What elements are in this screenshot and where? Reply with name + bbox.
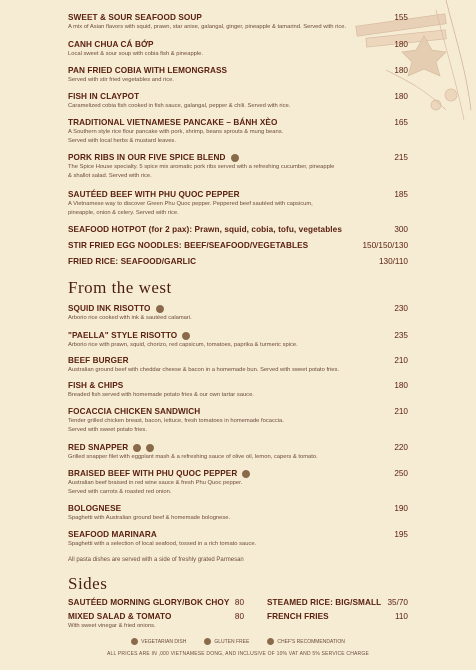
item-description: Caramelized cobia fish cooked in fish sauce, galangal, pepper & chili. Served with rice. bbox=[68, 103, 291, 109]
item-description: Local sweet & sour soup with cobia fish & pineapple. bbox=[68, 51, 204, 57]
side-name: SAUTÉED MORNING GLORY/BOK CHOY bbox=[68, 598, 230, 607]
menu-item bbox=[68, 40, 408, 58]
chef-hat-icon bbox=[146, 444, 154, 452]
sides-section-title: Sides bbox=[68, 574, 108, 593]
item-description: Australian ground beef with cheddar cheese & bacon in a homemade bun. Served with sweet potato fries. bbox=[68, 367, 340, 373]
item-price: 215 bbox=[394, 153, 408, 162]
item-description: Breaded fish served with homemade potato fries & our own tartar sauce. bbox=[68, 392, 254, 398]
side-price: 80 bbox=[234, 612, 244, 621]
legend-vegetarian: VEGETARIAN DISH bbox=[131, 638, 186, 645]
item-name: SWEET & SOUR SEAFOOD SOUP bbox=[68, 13, 202, 22]
menu-item bbox=[68, 407, 408, 434]
menu-item bbox=[68, 13, 408, 31]
item-description: Australian beef braised in red wine sauce & fresh Phu Quoc pepper. bbox=[68, 480, 243, 486]
legend-chef: CHEF'S RECOMMENDATION bbox=[267, 638, 345, 645]
menu-item bbox=[68, 469, 408, 496]
item-name: FRIED RICE: SEAFOOD/GARLIC bbox=[68, 257, 197, 266]
price-footer: ALL PRICES ARE IN ,000 VIETNAMESE DONG, AND INCLUSIVE OF 10% VAT AND 5% SERVICE CHARGE bbox=[107, 651, 369, 657]
item-name: STIR FRIED EGG NOODLES: BEEF/SEAFOOD/VEGETABLES bbox=[68, 241, 309, 250]
item-description: A mix of Asian flavors with squid, prawn, star anise, galangal, ginger, pineapple & tamarind. Served with rice. bbox=[68, 24, 347, 30]
side-desc: With sweet vinegar & fried onions. bbox=[68, 623, 156, 629]
side-name: STEAMED RICE: BIG/SMALL bbox=[267, 598, 382, 607]
wheat-icon bbox=[182, 332, 190, 340]
menu-item bbox=[68, 504, 408, 522]
side-item bbox=[267, 598, 408, 607]
item-description: Served with sweet potato fries. bbox=[68, 427, 147, 433]
item-description: Served with stir fried vegetables and rice. bbox=[68, 77, 175, 83]
item-price: 180 bbox=[394, 381, 408, 390]
wheat-icon bbox=[133, 444, 141, 452]
item-description: Spaghetti with a selection of local seafood, tossed in a rich tomato sauce. bbox=[68, 541, 257, 547]
item-name: SEAFOOD HOTPOT (for 2 pax): Prawn, squid, cobia, tofu, vegetables bbox=[68, 225, 342, 234]
side-item bbox=[68, 598, 244, 607]
item-name: SQUID INK RISOTTO bbox=[68, 304, 151, 313]
item-description: Grilled snapper filet with eggplant mash & a refreshing sauce of olive oil, lemon, capers & tomato. bbox=[68, 454, 318, 460]
item-price: 235 bbox=[394, 331, 408, 340]
item-price: 300 bbox=[394, 225, 408, 234]
pasta-note: All pasta dishes are served with a side of freshly grated Parmesan bbox=[68, 557, 244, 563]
item-description: Arborio rice cooked with ink & sautéed calamari. bbox=[68, 315, 192, 321]
menu-item bbox=[68, 92, 408, 110]
item-name: TRADITIONAL VIETNAMESE PANCAKE – BÁNH XÈO bbox=[68, 118, 278, 127]
menu-item bbox=[68, 241, 408, 250]
item-price: 250 bbox=[394, 469, 408, 478]
sides-right-column bbox=[267, 598, 408, 621]
menu-item bbox=[68, 304, 408, 322]
menu-item bbox=[68, 190, 408, 217]
leaf-icon bbox=[131, 638, 138, 645]
item-name: BEEF BURGER bbox=[68, 356, 129, 365]
chef-hat-icon bbox=[267, 638, 274, 645]
item-name: FOCACCIA CHICKEN SANDWICH bbox=[68, 407, 201, 416]
item-description: Spaghetti with Australian ground beef & homemade bolognese. bbox=[68, 515, 231, 521]
side-name: MIXED SALAD & TOMATO bbox=[68, 612, 172, 621]
item-name: FISH IN CLAYPOT bbox=[68, 92, 140, 101]
item-description: Arborio rice with prawn, squid, chorizo, red capsicum, tomatoes, paprika & turmeric spice. bbox=[68, 342, 298, 348]
item-description: Served with local herbs & mustard leaves. bbox=[68, 138, 176, 144]
item-name: FISH & CHIPS bbox=[68, 381, 124, 390]
item-price: 210 bbox=[394, 356, 408, 365]
sides-left-column bbox=[68, 598, 244, 630]
item-price: 195 bbox=[394, 530, 408, 539]
item-price: 185 bbox=[394, 190, 408, 199]
west-section-title: From the west bbox=[68, 278, 172, 297]
item-description: Tender grilled chicken breast, bacon, lettuce, fresh tomatoes in homemade focaccia. bbox=[68, 418, 284, 424]
menu-item bbox=[68, 356, 408, 374]
item-price: 210 bbox=[394, 407, 408, 416]
legend bbox=[0, 638, 476, 645]
item-price: 230 bbox=[394, 304, 408, 313]
item-name: "PAELLA" STYLE RISOTTO bbox=[68, 331, 178, 340]
item-price: 220 bbox=[394, 443, 408, 452]
item-price: 180 bbox=[394, 92, 408, 101]
item-price: 180 bbox=[394, 66, 408, 75]
item-description: pineapple, onion & celery. Served with rice. bbox=[68, 210, 179, 216]
menu-item bbox=[68, 225, 408, 234]
menu-item bbox=[68, 381, 408, 399]
menu-item bbox=[68, 153, 408, 180]
legend-gluten-free: GLUTEN FREE bbox=[204, 638, 249, 645]
item-name: PAN FRIED COBIA WITH LEMONGRASS bbox=[68, 66, 228, 75]
item-description: A Vietnamese way to discover Green Phu Quoc pepper. Peppered beef sautéed with capsicum, bbox=[68, 201, 313, 207]
item-price: 165 bbox=[394, 118, 408, 127]
side-name: FRENCH FRIES bbox=[267, 612, 329, 621]
menu-item bbox=[68, 443, 408, 461]
item-name: BOLOGNESE bbox=[68, 504, 122, 513]
item-description: Served with carrots & roasted red onion. bbox=[68, 489, 172, 495]
item-name: RED SNAPPER bbox=[68, 443, 129, 452]
item-description: & shallot salad. Served with rice. bbox=[68, 173, 152, 179]
item-description: A Southern style rice flour pancake with pork, shrimp, beans sprouts & mung beans. bbox=[68, 129, 284, 135]
chef-hat-icon bbox=[156, 305, 164, 313]
side-item bbox=[68, 612, 244, 621]
side-price: 110 bbox=[394, 612, 408, 621]
menu-item bbox=[68, 66, 408, 84]
item-price: 155 bbox=[394, 13, 408, 22]
item-description: The Spice House specialty. 5 spice mix aromatic pork ribs served with a refreshing cucumber, pineapple bbox=[68, 164, 335, 170]
menu-item bbox=[68, 257, 408, 266]
item-price: 130/110 bbox=[379, 257, 408, 266]
side-price: 35/70 bbox=[387, 598, 408, 607]
wheat-icon bbox=[204, 638, 211, 645]
item-name: SEAFOOD MARINARA bbox=[68, 530, 157, 539]
menu-item bbox=[68, 530, 408, 548]
item-name: CANH CHUA CÁ BỚP bbox=[68, 40, 154, 49]
menu-item bbox=[68, 331, 408, 349]
item-name: BRAISED BEEF WITH PHU QUOC PEPPER bbox=[68, 469, 238, 478]
item-price: 180 bbox=[394, 40, 408, 49]
item-name: SAUTÉED BEEF WITH PHU QUOC PEPPER bbox=[68, 190, 240, 199]
item-name: PORK RIBS IN OUR FIVE SPICE BLEND bbox=[68, 153, 226, 162]
chef-hat-icon bbox=[242, 470, 250, 478]
chef-hat-icon bbox=[231, 154, 239, 162]
item-price: 190 bbox=[394, 504, 408, 513]
item-price: 150/150/130 bbox=[362, 241, 408, 250]
menu-item bbox=[68, 118, 408, 145]
side-item bbox=[267, 612, 408, 621]
side-price: 80 bbox=[234, 598, 244, 607]
